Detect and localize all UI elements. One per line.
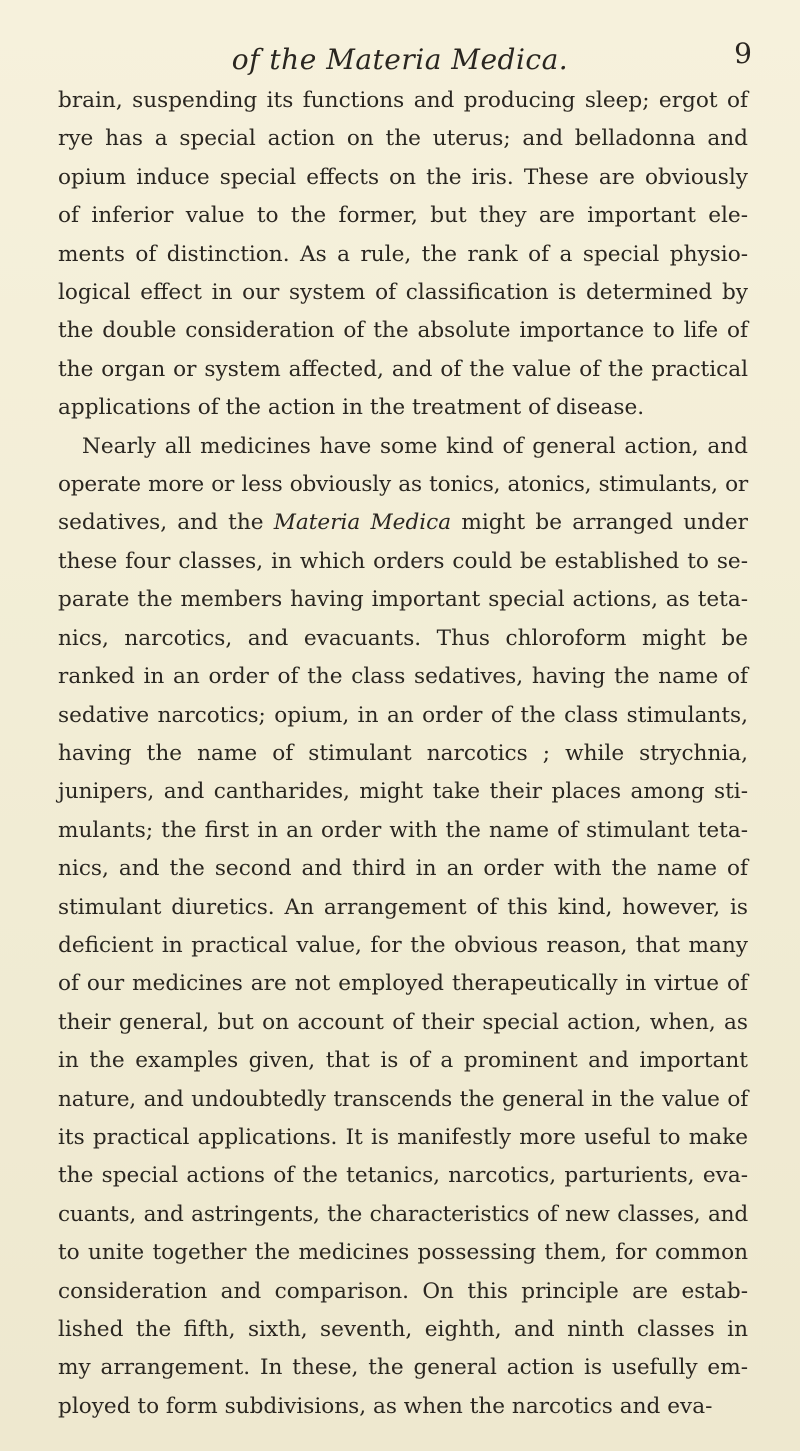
- text-line: ployed to form subdivisions, as when the narcotics and eva-: [58, 1393, 713, 1419]
- line-head: sedatives, and the: [58, 510, 274, 536]
- text-line: in the examples given, that is of a prominent and important: [58, 1048, 748, 1074]
- text-line: nature, and undoubtedly transcends the general in the value of: [58, 1086, 748, 1112]
- text-line: the organ or system affected, and of the value of the practical: [58, 356, 748, 382]
- text-line: the double consideration of the absolute importance to life of: [58, 318, 748, 344]
- text-line-with-italic: [58, 504, 748, 542]
- text-line: of our medicines are not employed therapeutically in virtue of: [58, 971, 748, 997]
- text-line: lished the fifth, sixth, seventh, eighth, and ninth classes in: [58, 1317, 748, 1342]
- text-line: brain, suspending its functions and producing sleep; ergot of: [58, 88, 748, 113]
- text-line: my arrangement. In these, the general action is usefully em-: [58, 1355, 748, 1381]
- text-line: mulants; the first in an order with the name of stimulant teta-: [58, 817, 748, 843]
- text-line: ments of distinction. As a rule, the rank of a special physio-: [58, 241, 748, 267]
- text-line: opium induce special effects on the iris. These are obviously: [58, 164, 748, 190]
- body-text: [58, 82, 748, 1426]
- text-line: nics, and the second and third in an order with the name of: [58, 856, 748, 882]
- text-line: to unite together the medicines possessing them, for common: [58, 1240, 748, 1266]
- text-line: the special actions of the tetanics, narcotics, parturients, eva-: [58, 1163, 748, 1189]
- text-line: operate more or less obviously as tonics, atonics, stimulants, or: [58, 472, 748, 498]
- text-line: nics, narcotics, and evacuants. Thus chloroform might be: [58, 625, 748, 651]
- text-line: sedative narcotics; opium, in an order of the class stimulants,: [58, 702, 748, 728]
- paragraph-2: [58, 428, 748, 1427]
- text-line: parate the members having important special actions, as teta-: [58, 587, 748, 613]
- text-line: deficient in practical value, for the obvious reason, that many: [58, 932, 748, 958]
- text-line: Nearly all medicines have some kind of general action, and: [82, 433, 748, 459]
- text-line: of inferior value to the former, but they are important ele-: [58, 203, 748, 229]
- text-line: having the name of stimulant narcotics ; while strychnia,: [58, 740, 748, 766]
- text-line: ranked in an order of the class sedatives, having the name of: [58, 664, 748, 690]
- text-line: junipers, and cantharides, might take their places among sti-: [58, 779, 748, 805]
- running-head: [0, 37, 800, 80]
- text-line: these four classes, in which orders could be established to se-: [58, 548, 748, 574]
- page-number: 9: [734, 37, 752, 70]
- text-line: cuants, and astringents, the characteristics of new classes, and: [58, 1201, 748, 1227]
- text-line: consideration and comparison. On this principle are estab-: [58, 1278, 748, 1304]
- text-line: rye has a special action on the uterus; and belladonna and: [58, 126, 748, 152]
- text-line: its practical applications. It is manifestly more useful to make: [58, 1124, 748, 1150]
- paragraph-1: [58, 82, 748, 428]
- text-line: stimulant diuretics. An arrangement of this kind, however, is: [58, 894, 748, 920]
- text-line: logical effect in our system of classification is determined by: [58, 280, 748, 306]
- text-line: applications of the action in the treatment of disease.: [58, 395, 645, 421]
- running-title: of the Materia Medica.: [231, 43, 569, 76]
- line-tail: might be arranged under: [451, 510, 748, 536]
- text-line: their general, but on account of their special action, when, as: [58, 1009, 748, 1035]
- italic-title: Materia Medica: [273, 510, 452, 536]
